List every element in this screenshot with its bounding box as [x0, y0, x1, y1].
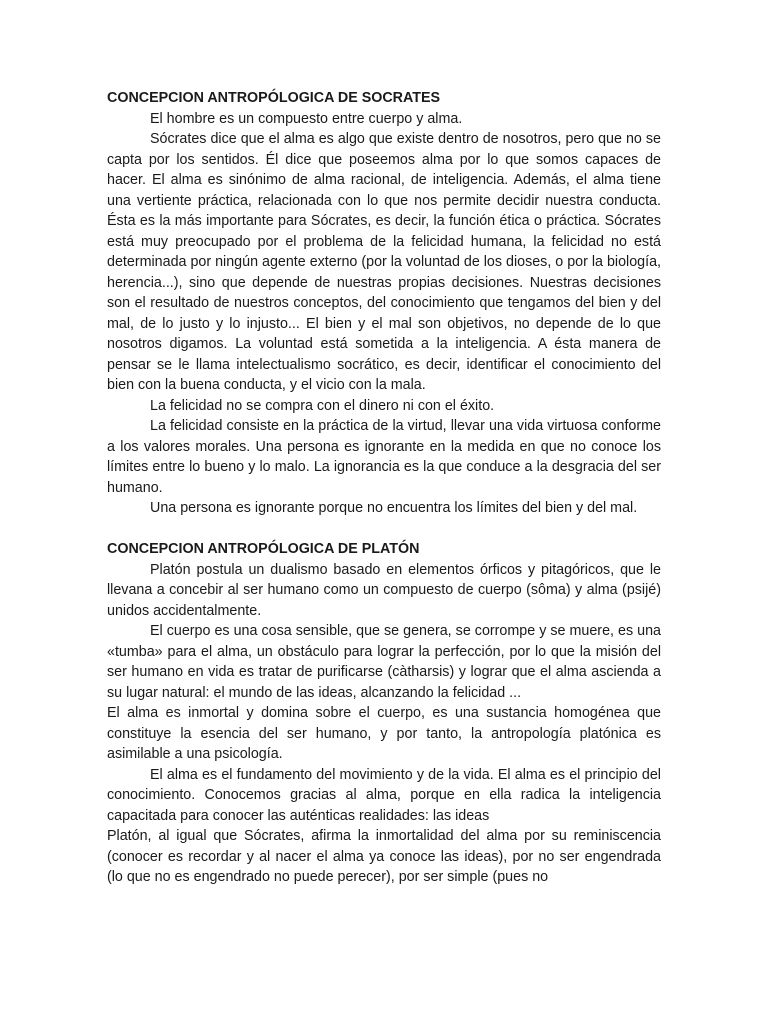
paragraph: La felicidad no se compra con el dinero ni con el éxito. — [150, 397, 495, 414]
paragraph: Sócrates dice que el alma es algo que existe dentro de nosotros, pero que no se capta por los sentidos. Él dice que poseemos alma por lo que somos capaces de hacer. El alma es sinónimo de alma racional, de inteligencia. Además, el alma tiene una vertiente práctica, relacionada con lo que nos permite decidir nuestra conducta. Ésta es la más importante para Sócrates, es decir, la función ética o práctica. Sócrates está muy preocupado por el problema de la felicidad humana, la felicidad no está determinada por ningún agente externo (por la voluntad de los dioses, o por la biología, herencia...), sino que depende de nuestras propias decisiones. Nuestras decisiones son el resultado de nuestros conceptos, del conocimiento que tengamos del bien y del mal, de lo justo y lo injusto... El bien y el mal son objetivos, no depende de lo que nosotros digamos. La voluntad está sometida a la inteligencia. A ésta manera de pensar se le llama intelectualismo socrático, es decir, identificar el conocimiento del bien con la buena conducta, y el vicio con la mala. — [107, 131, 661, 393]
paragraph: Platón, al igual que Sócrates, afirma la inmortalidad del alma por su reminiscencia (conocer es recordar y al nacer el alma ya conoce las ideas), por no ser engendrada (lo que no es engendrado no puede perecer), por ser simple (pues no — [107, 828, 661, 885]
paragraph: El alma es el fundamento del movimiento y de la vida. El alma es el principio del conocimiento. Conocemos gracias al alma, porque en ella radica la inteligencia capacitada para conocer las auténticas realidades: las ideas — [107, 766, 661, 824]
paragraph: Una persona es ignorante porque no encuentra los límites del bien y del mal. — [150, 500, 638, 516]
paragraph: La felicidad consiste en la práctica de la virtud, llevar una vida virtuosa conforme a los valores morales. Una persona es ignorante en la medida en que no conoce los límites entre lo bueno y lo malo. La ignorancia es la que conduce a la desgracia del ser humano. — [107, 418, 661, 496]
section-platon — [107, 539, 661, 888]
document-page — [107, 88, 661, 888]
paragraph: Platón postula un dualismo basado en elementos órficos y pitagóricos, que le llevana a concebir al ser humano como un compuesto de cuerpo (sôma) y alma (psijé) unidos accidentalmente. — [107, 561, 661, 619]
section-title: CONCEPCION ANTROPÓLOGICA DE SOCRATES — [107, 90, 441, 106]
section-socrates — [107, 88, 661, 519]
paragraph: El hombre es un compuesto entre cuerpo y alma. — [150, 110, 463, 127]
section-spacer — [107, 519, 661, 540]
section-title: CONCEPCION ANTROPÓLOGICA DE PLATÓN — [107, 541, 420, 557]
paragraph: El alma es inmortal y domina sobre el cuerpo, es una sustancia homogénea que constituye la esencia del ser humano, y por tanto, la antropología platónica es asimilable a una psicología. — [107, 705, 661, 762]
paragraph: El cuerpo es una cosa sensible, que se genera, se corrompe y se muere, es una «tumba» para el alma, un obstáculo para lograr la perfección, por lo que la misión del ser humano en vida es tratar de purificarse (càtharsis) y lograr que el alma ascienda a su lugar natural: el mundo de las ideas, alcanzando la felicidad ... — [107, 623, 661, 701]
